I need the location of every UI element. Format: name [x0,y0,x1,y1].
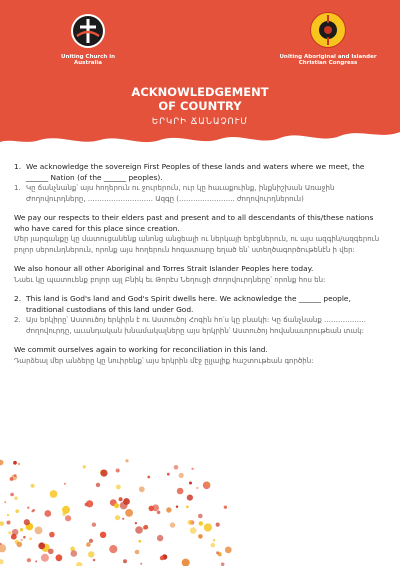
item-2-armenian: Մեր յարգանքը կը մատուցանենք անոնց անցեալի ու ներկայի երէցներուն, ու այս ազգին/ազգերուն բոլոր սերունդներուն, որոնք այս հողերուն հոգատարը եղած են՝ ստեղծագործութենէն ի վեր: [14,235,380,254]
decorative-dot [86,500,93,507]
item-1-number: 1. [14,162,22,171]
decorative-dot [198,534,203,539]
decorative-dot [35,560,37,562]
logo-left-caption: Uniting Church in Australia [60,54,116,67]
logo-right-caption: Uniting Aboriginal and Islander Christian Congress [279,54,377,67]
decorative-dot [225,547,232,554]
decorative-dot [18,463,20,465]
decorative-dot [15,509,19,513]
decorative-dot [96,483,100,487]
decorative-dot [218,553,221,556]
decorative-dot [179,473,184,478]
decorative-dot [93,559,96,562]
decorative-dot [76,562,82,566]
title-line-1: ACKNOWLEDGEMENT [131,85,269,99]
decorative-dot [224,506,227,509]
decorative-dot [27,507,29,509]
decorative-dot [30,484,34,488]
header-banner [0,0,400,150]
decorative-dot [116,485,121,490]
cross-dove-icon [71,14,105,48]
decorative-dot [13,461,17,465]
item-5-english: We commit ourselves again to working for reconciliation in this land. [14,345,268,354]
item-4-hy-number: 2. [14,316,21,324]
item-1-hy-number: 1. [14,184,21,192]
decorative-dot [191,468,193,470]
decorative-dot [189,482,192,485]
decorative-dot [204,523,212,531]
decorative-dot [176,506,178,508]
decorative-dot [38,543,45,550]
page-title [0,85,400,113]
item-5 [14,345,386,366]
decorative-dot [20,528,23,531]
decorative-dot [29,537,32,540]
decorative-dot [116,469,120,473]
decorative-dot [115,515,120,520]
item-4 [14,294,386,336]
decorative-dot [31,510,33,512]
decorative-dot [221,563,225,566]
decorative-dot [50,490,58,498]
decorative-dot [213,539,216,542]
item-2 [14,213,386,255]
decorative-dot [44,510,51,517]
decorative-dot [88,551,94,557]
decorative-dot [144,525,149,530]
decorative-dot [10,493,14,497]
item-3 [14,264,386,285]
decorative-dot [216,523,220,527]
decorative-dot [160,556,165,561]
decorative-dot [182,559,190,566]
decorative-dot [199,521,204,526]
decorative-dot [0,559,4,564]
decorative-dot [135,526,143,534]
decorative-dot [190,527,197,534]
decorative-dot [123,559,127,563]
item-3-english: We also honour all other Aboriginal and Torres Strait Islander Peoples here today. [14,264,314,273]
decorative-dot [119,497,123,501]
item-1 [14,162,386,204]
decorative-dot [14,496,18,500]
congress-emblem-icon [310,12,346,48]
title-line-2: OF COUNTRY [158,99,242,113]
page-subtitle-armenian: ԵՐԿՐԻ ՃԱՆԱՉՈՒՄ [151,117,249,127]
decorative-dot [196,487,198,489]
item-5-armenian: Դարձեալ մեր անձերը կը նուիրենք՝ այս երկրին մէջ ըլլալիք հաշտութեան գործին: [14,356,314,365]
decorative-dot [35,527,43,535]
acknowledgement-text [14,162,386,375]
decorative-dot [48,549,54,555]
decorative-dot [147,476,150,479]
item-3-armenian: Նաեւ կը պատուենք բոլոր այլ Բնիկ եւ Թորէս Նեղուցի Ժողովուրդները՝ որոնք հոս են: [14,275,326,284]
decorative-dot [12,529,19,536]
decorative-dot [167,473,170,476]
item-1-armenian: Կը ճանչնանք՝ այս հողերուն ու ջուրերուն, ուր կը հաւաքուինք, ինքնիշխան Առաջին Ժողովուրդները, ………………………. Ազգը (…………………... ժողովուրդներուն) [26,184,335,203]
decorative-dot [100,532,106,538]
decorative-dot [10,477,14,481]
item-2-english: We pay our respects to their elders past and present and to all descendants of this/these nations who have cared for this place since creation. [14,213,374,233]
decorative-dot [92,523,96,527]
decorative-dot [135,522,137,524]
decorative-dot [188,520,193,525]
decorative-dot [7,514,9,516]
decorative-dot [7,521,11,525]
decorative-dot [21,539,23,541]
decorative-dot [211,543,216,548]
decorative-dot [157,535,163,541]
decorative-dot [86,542,91,547]
item-4-english: This land is God's land and God's Spirit dwells here. We acknowledge the ______ people, traditional custodians of this land under God. [26,294,351,314]
congress-logo [268,12,388,67]
decorative-dot [139,540,142,543]
decorative-dot [8,531,11,534]
decorative-dot [27,558,31,562]
decorative-dot [62,506,70,514]
decorative-dot [125,509,133,517]
item-1-english: We acknowledge the sovereign First Peoples of these lands and waters where we meet, the ______ Nation (of the ______ peoples). [26,162,365,182]
item-4-armenian: Այս երկիրը՝ Աստուծոյ երկիրն է ու Աստուծոյ Հոգին հո՛ս կը բնակի: Կը ճանչնանք ……………… ժողովուրդը, աւանդական խնամակալները այս երկրին՝ Աստուծոյ հովանաւորութեան տակ: [26,316,367,335]
decorative-dot [125,459,128,462]
decorative-dot [114,503,119,508]
decorative-dot [4,501,6,503]
decorative-dot [166,507,171,512]
decorative-dot [140,563,142,565]
decorative-dot [120,502,128,510]
decorative-dot [89,539,93,543]
decorative-dot [49,532,55,538]
decorative-dot [170,522,175,527]
decorative-dot [17,542,23,548]
decorative-dot [122,518,124,520]
item-4-number: 2. [14,294,22,303]
decorative-dot [139,486,145,492]
decorative-dot [64,483,66,485]
decorative-dot [23,536,26,539]
decorative-dot [149,506,155,512]
decorative-dot [100,470,107,477]
decorative-dot [157,511,161,515]
decorative-dot [65,515,71,521]
decorative-dot [174,465,179,470]
decorative-dot [198,514,203,519]
decorative-dot [177,488,184,495]
decorative-dot [0,521,4,526]
decorative-dot [187,495,193,501]
uniting-church-logo [48,14,128,67]
decorative-dot [56,554,63,561]
decorative-dot [71,550,78,557]
decorative-dot [135,550,140,555]
decorative-dot [41,554,49,562]
decorative-dot [109,545,117,553]
decorative-dot [186,506,189,509]
decorative-dots [0,400,400,566]
decorative-dot [0,544,6,552]
decorative-dot [0,460,3,466]
decorative-dot [83,465,86,468]
decorative-dot [24,519,30,525]
decorative-dot [206,482,210,486]
decorative-dot [14,474,17,477]
